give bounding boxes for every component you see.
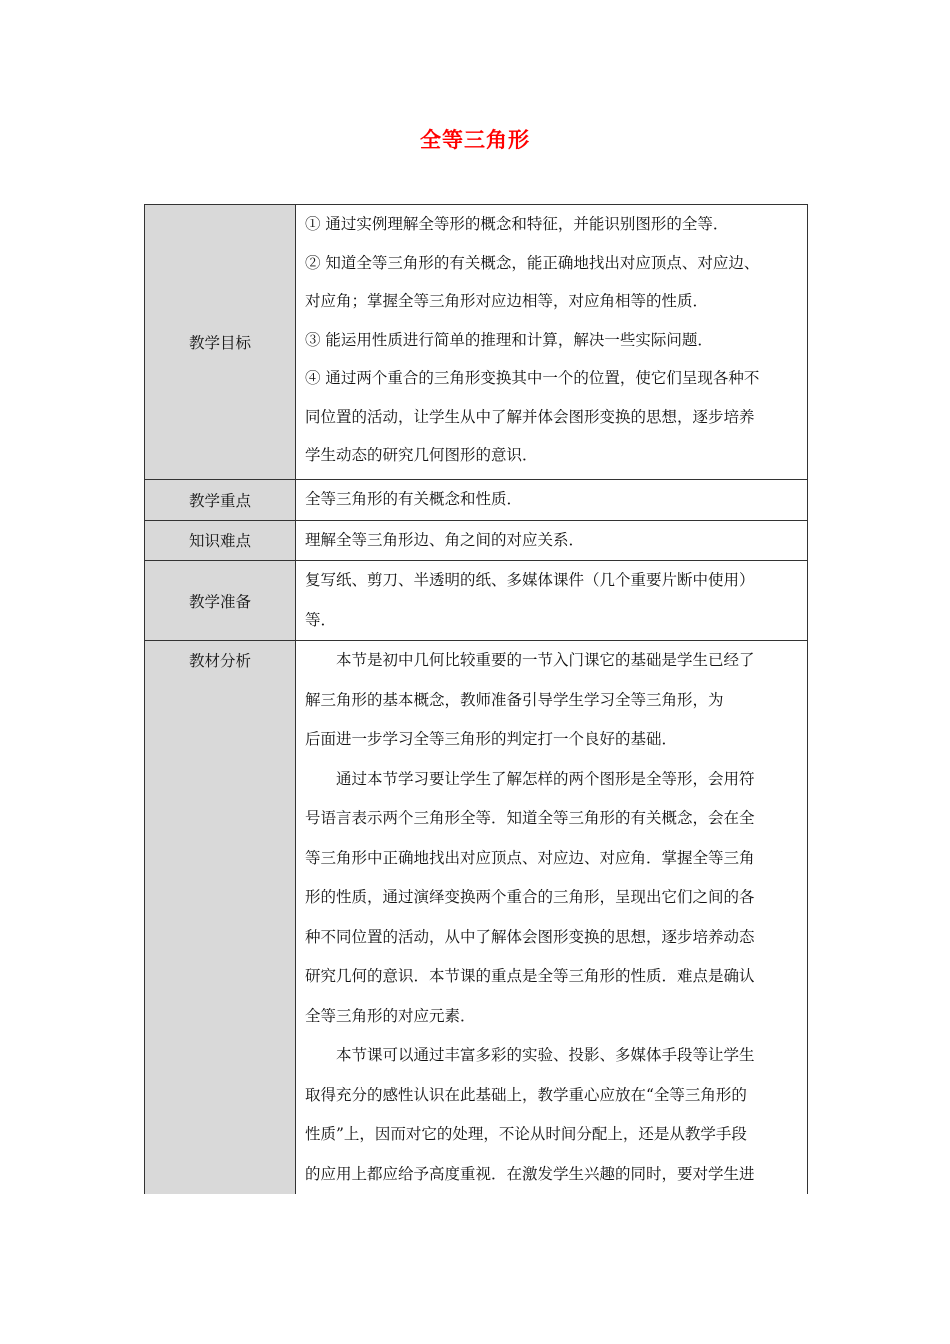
preparation-line: 等． xyxy=(305,610,337,629)
analysis-line: 本节是初中几何比较重要的一节入门课它的基础是学生已经了 xyxy=(336,651,755,669)
lesson-plan-table xyxy=(144,204,808,1194)
analysis-line: 种不同位置的活动，从中了解体会图形变换的思想，逐步培养动态 xyxy=(305,927,755,946)
row-label-difficulty: 知识难点 xyxy=(145,520,296,561)
analysis-line: 等三角形中正确地找出对应顶点、对应边、对应角．掌握全等三角 xyxy=(305,848,755,867)
analysis-line: 形的性质，通过演绎变换两个重合的三角形，呈现出它们之间的各 xyxy=(305,888,755,906)
table-row-preparation xyxy=(145,561,808,641)
analysis-line: 取得充分的感性认识在此基础上，教学重心应放在“全等三角形的 xyxy=(305,1085,747,1104)
difficulty-content: 理解全等三角形边、角之间的对应关系． xyxy=(296,520,808,561)
row-label-key-points: 教学重点 xyxy=(145,480,296,521)
analysis-line: 通过本节学习要让学生了解怎样的两个图形是全等形，会用符 xyxy=(336,769,755,788)
analysis-line: 的应用上都应给予高度重视．在激发学生兴趣的同时，要对学生进 xyxy=(305,1164,755,1183)
analysis-content xyxy=(296,641,808,1195)
analysis-line: 研究几何的意识．本节课的重点是全等三角形的性质．难点是确认 xyxy=(305,967,755,985)
goals-line: 同位置的活动，让学生从中了解并体会图形变换的思想，逐步培养 xyxy=(305,407,755,426)
analysis-line: 性质”上，因而对它的处理，不论从时间分配上，还是从教学手段 xyxy=(305,1125,747,1143)
goals-line: 对应角；掌握全等三角形对应边相等，对应角相等的性质． xyxy=(305,292,709,311)
analysis-line: 后面进一步学习全等三角形的判定打一个良好的基础． xyxy=(305,730,678,748)
row-label-analysis: 教材分析 xyxy=(145,641,296,1195)
preparation-line: 复写纸、剪刀、半透明的纸、多媒体课件（几个重要片断中使用） xyxy=(305,571,755,589)
analysis-line: 全等三角形的对应元素． xyxy=(305,1006,476,1025)
goals-content xyxy=(296,205,808,480)
goals-line: ④ 通过两个重合的三角形变换其中一个的位置，使它们呈现各种不 xyxy=(305,369,760,388)
analysis-line: 本节课可以通过丰富多彩的实验、投影、多媒体手段等让学生 xyxy=(336,1046,755,1064)
row-label-goals: 教学目标 xyxy=(145,205,296,480)
page-title: 全等三角形 xyxy=(420,128,530,152)
analysis-line: 号语言表示两个三角形全等．知道全等三角形的有关概念，会在全 xyxy=(305,809,755,827)
preparation-content xyxy=(296,561,808,641)
analysis-line: 解三角形的基本概念，教师准备引导学生学习全等三角形，为 xyxy=(305,690,724,709)
table-row-key-points xyxy=(145,480,808,521)
table-row-analysis xyxy=(145,641,808,1195)
row-label-preparation: 教学准备 xyxy=(145,561,296,641)
goals-line: ③ 能运用性质进行简单的推理和计算，解决一些实际问题． xyxy=(305,330,713,349)
table-row-goals xyxy=(145,205,808,480)
goals-line: ① 通过实例理解全等形的概念和特征，并能识别图形的全等． xyxy=(305,215,729,234)
key-points-content: 全等三角形的有关概念和性质． xyxy=(296,480,808,521)
goals-line: ② 知道全等三角形的有关概念，能正确地找出对应顶点、对应边、 xyxy=(305,253,760,272)
table-row-difficulty xyxy=(145,520,808,561)
goals-line: 学生动态的研究几何图形的意识． xyxy=(305,446,538,465)
